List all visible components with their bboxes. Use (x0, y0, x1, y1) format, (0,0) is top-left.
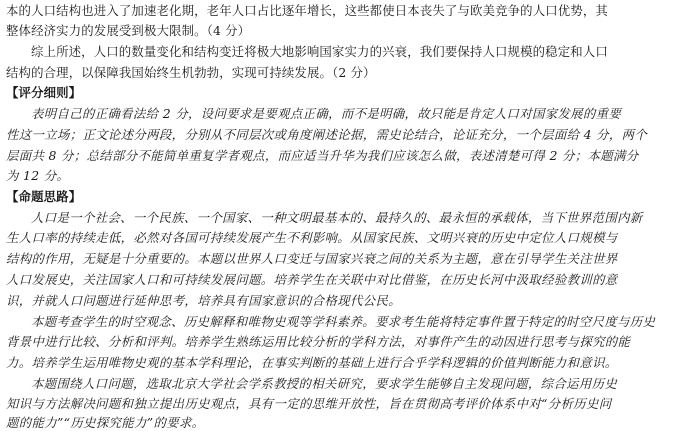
scoring-rules-heading: 【评分细则】 (6, 85, 82, 100)
text-line: 人口是一个社会、一个民族、一个国家、一种文明最基本的、最持久的、最永恒的承载体，当下世界范围内新 (31, 210, 643, 225)
text-line: 整体经济实力的发展受到极大限制。（4 分） (6, 23, 251, 38)
text-line: 结构的作用，无疑是十分重要的。本题以世界人口变迁与国家兴衰之间的关系为主题，意在引导学生关注世界 (6, 251, 618, 266)
text-line: 综上所述，人口的数量变化和结构变迁将极大地影响国家实力的兴衰，我们要保持人口规模的稳定和人口 (31, 44, 608, 59)
text-line: 识，并就人口问题进行延伸思考，培养具有国家意识的合格现代公民。 (6, 293, 401, 308)
text-line: 结构的合理，以保障我国始终生机勃勃，实现可持续发展。（2 分） (6, 65, 376, 80)
text-line: 人口发展史，关注国家人口和可持续发展问题。培养学生在关联中对比借鉴，在历史长河中汲取经验教训的意 (6, 272, 618, 287)
text-line: 题的能力”“历史探究能力”的要求。 (6, 415, 205, 430)
text-line: 本题围绕人口问题，选取北京大学社会学系教授的相关研究，要求学生能够自主发现问题，综合运用历史 (31, 376, 618, 391)
text-line: 性这一立场；正文论述分两段，分别从不同层次或角度阐述论据，需史论结合，论证充分，一个层面给 4 分，两个 (6, 127, 648, 142)
text-line: 层面共 8 分；总结部分不能简单重复学者观点，而应适当升华为我们应该怎么做，表述清楚可得 2 分；本题满分 (6, 148, 639, 163)
text-line: 本的人口结构也进入了加速老化期，老年人口占比逐年增长，这些都使日本丧失了与欧美竞争的人口优势，其 (6, 3, 608, 18)
text-line: 生人口率的持续走低，必然对各国可持续发展产生不利影响。从国家民族、文明兴衰的历史中定位人口规模与 (6, 230, 618, 245)
text-line: 知识与方法解决问题和独立提出历史观点，具有一定的思维开放性，旨在贯彻高考评价体系中对“分析历史问 (6, 396, 612, 411)
text-line: 表明自己的正确看法给 2 分，设问要求是要观点正确，而不是明确，故只能是肯定人口对国家发展的重要 (31, 106, 622, 121)
design-ideas-heading: 【命题思路】 (6, 189, 82, 204)
text-line: 为 12 分。 (6, 168, 70, 183)
text-line: 力。培养学生运用唯物史观的基本学科理论，在事实判断的基础上进行合乎学科逻辑的价值判断能力和意识。 (6, 355, 618, 370)
text-line: 背景中进行比较、分析和评判。培养学生熟练运用比较分析的学科方法，对事件产生的动因进行思考与探究的能 (6, 334, 631, 349)
text-line: 本题考查学生的时空观念、历史解释和唯物史观等学科素养。要求考生能将特定事件置于特定的时空尺度与历史 (31, 314, 656, 329)
